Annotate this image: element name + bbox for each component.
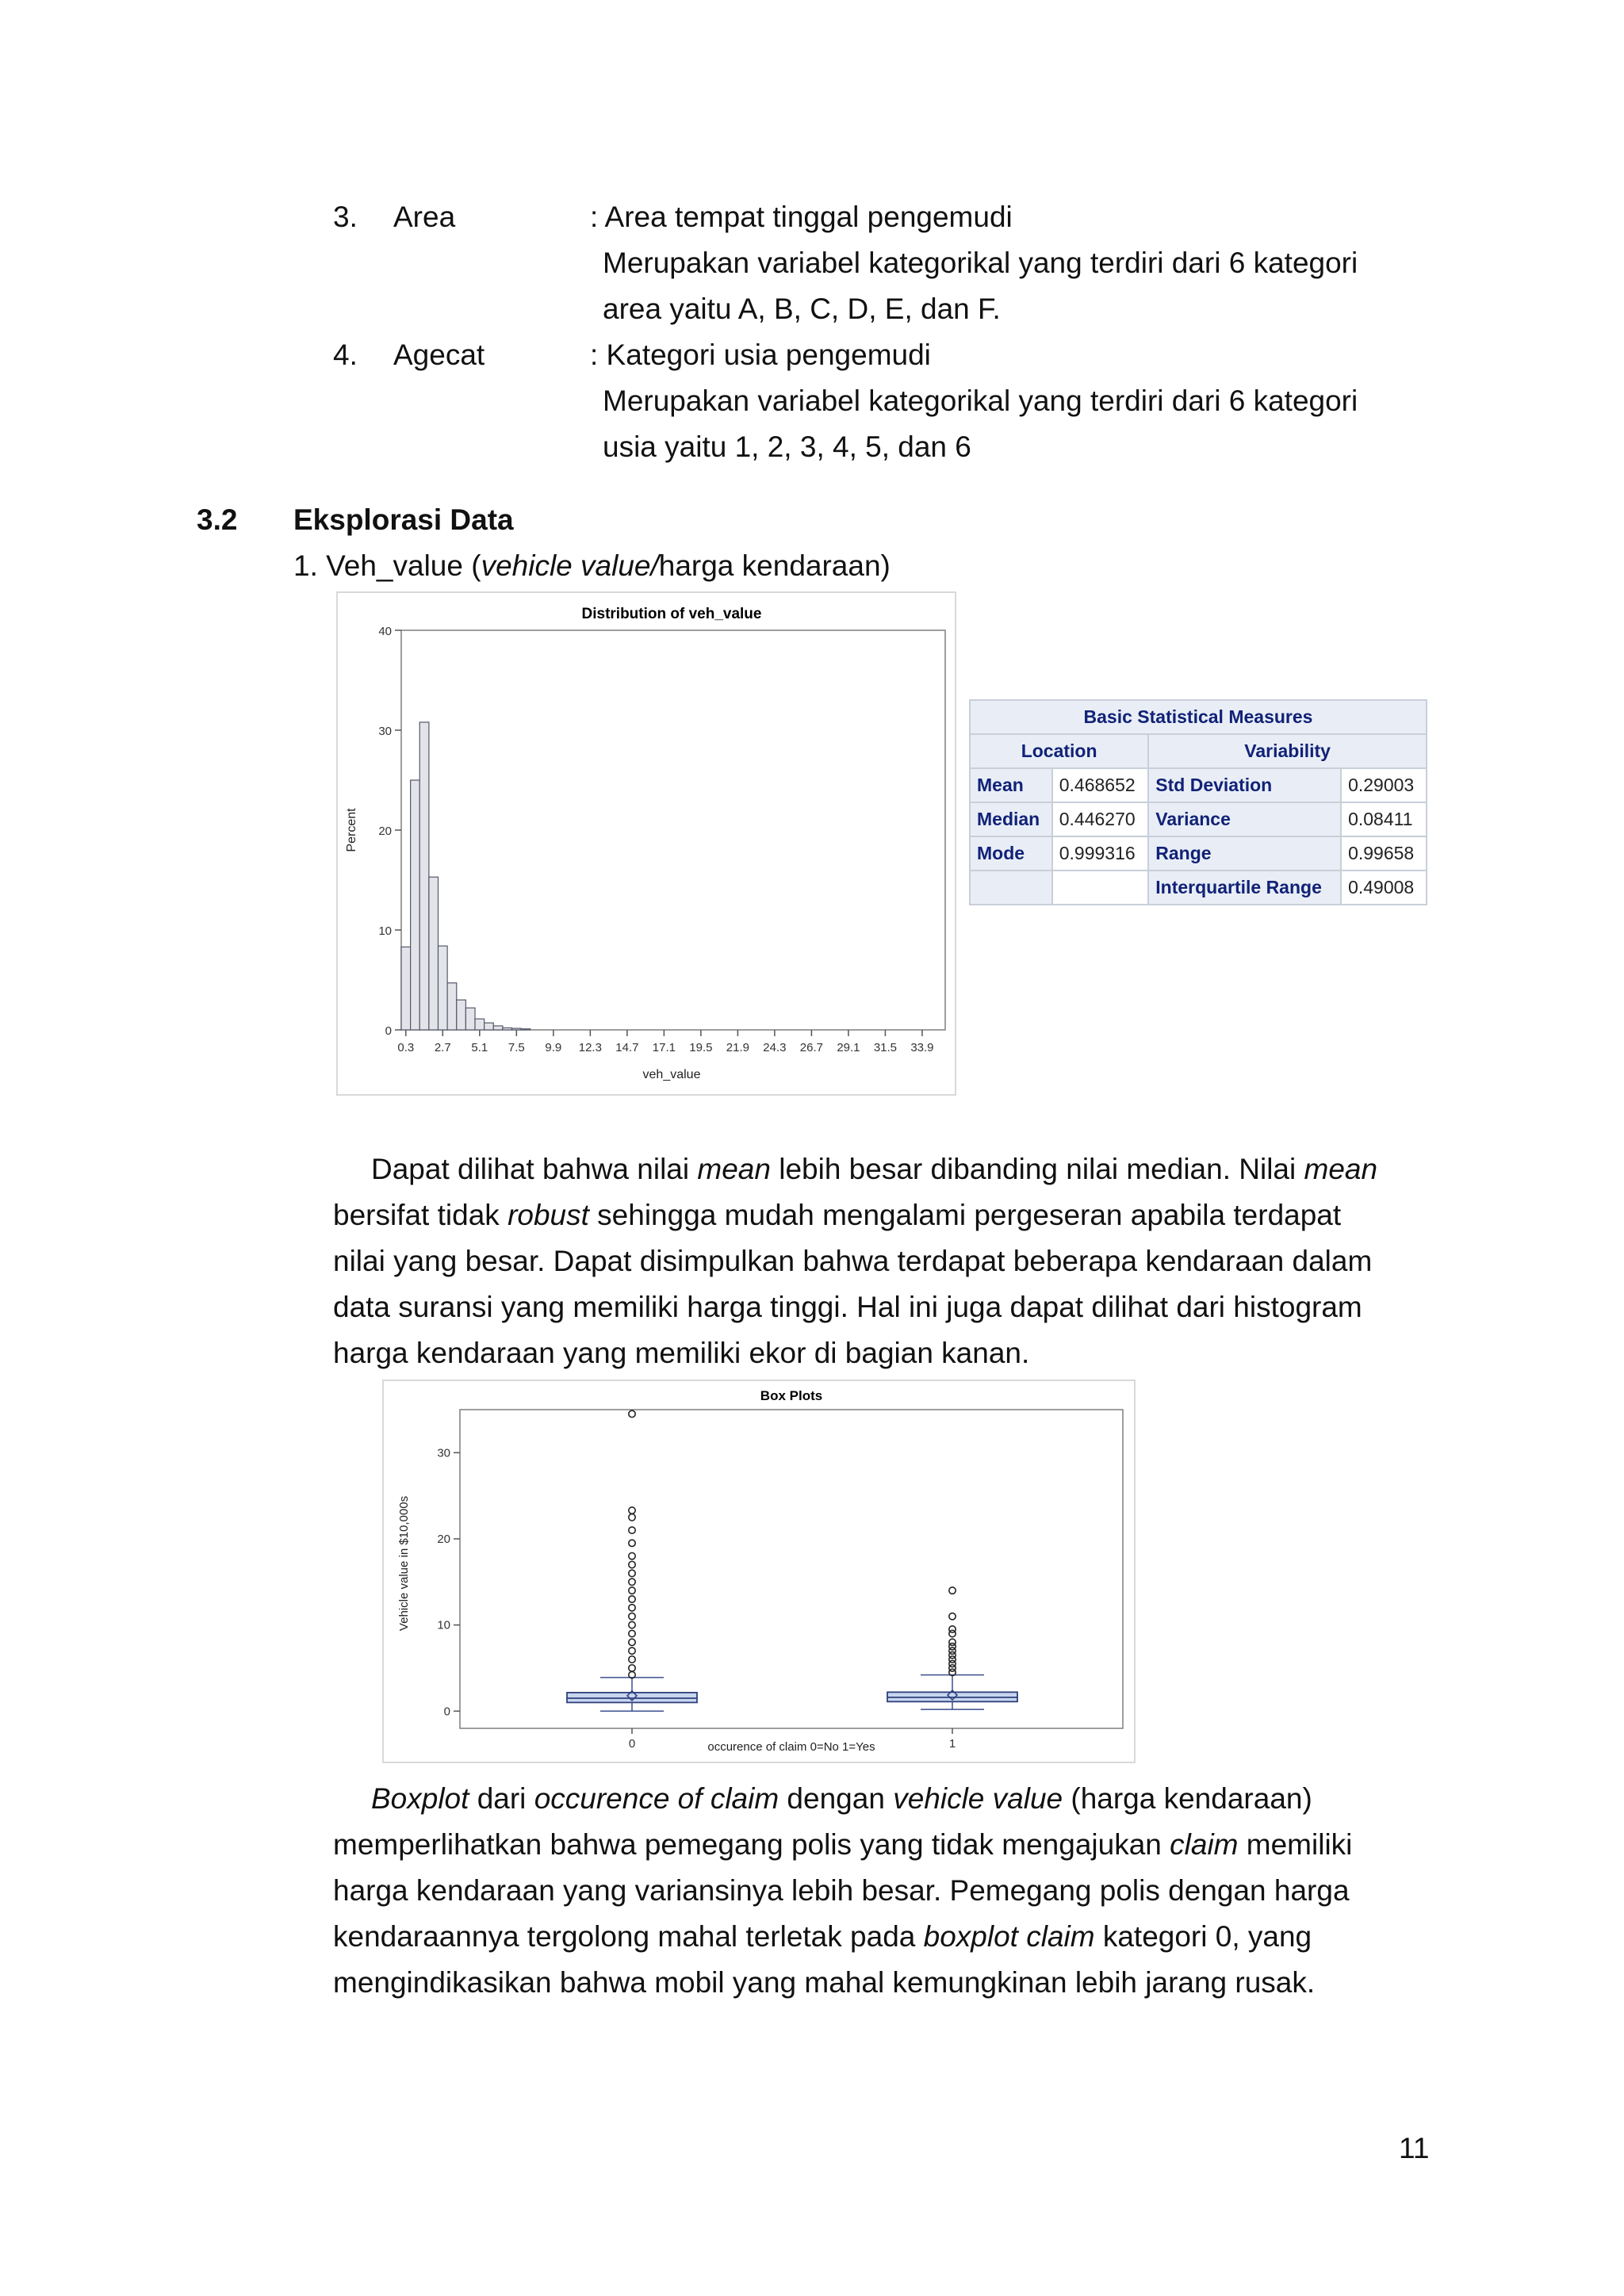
stat-label: Mean xyxy=(970,768,1052,802)
table-row xyxy=(970,768,1427,802)
text-line: nilai yang besar. Dapat disimpulkan bahwa terdapat beberapa kendaraan dalam xyxy=(333,1245,1373,1277)
text-line xyxy=(333,1146,1427,1192)
y-tick-label: 0 xyxy=(443,1705,450,1719)
variable-number: 3. xyxy=(333,201,358,233)
variable-number: 4. xyxy=(333,339,358,371)
stat-value: 0.99658 xyxy=(1341,836,1427,871)
section-number: 3.2 xyxy=(197,503,238,536)
variable-name: Agecat xyxy=(393,339,485,371)
text-span: sehingga mudah mengalami pergeseran apabila terdapat xyxy=(588,1199,1342,1231)
histogram-chart xyxy=(338,593,955,1094)
histogram-bar xyxy=(485,1023,494,1030)
text-span: lebih besar dibanding nilai median. Nilai xyxy=(770,1153,1304,1185)
stat-label: Median xyxy=(970,802,1052,836)
histogram-bar xyxy=(457,1000,466,1030)
x-tick-label: 24.3 xyxy=(763,1041,787,1054)
stat-label: Mode xyxy=(970,836,1052,871)
histogram-bar xyxy=(521,1029,530,1030)
x-tick-label: 21.9 xyxy=(726,1041,749,1054)
x-tick-label: 0 xyxy=(628,1737,636,1751)
variable-description: Merupakan variabel kategorikal yang terdiri dari 6 kategori xyxy=(603,247,1358,279)
stat-value: 0.468652 xyxy=(1052,768,1149,802)
histogram-bar xyxy=(465,1008,475,1030)
y-tick-label: 20 xyxy=(437,1532,450,1546)
text-span: occurence of claim xyxy=(534,1782,779,1815)
variable-description: usia yaitu 1, 2, 3, 4, 5, dan 6 xyxy=(603,430,971,463)
text-span: Dapat dilihat bahwa nilai xyxy=(371,1153,698,1185)
x-tick-label: 12.3 xyxy=(578,1041,602,1054)
variable-description: : Kategori usia pengemudi xyxy=(590,339,931,371)
stat-label: Interquartile Range xyxy=(1148,871,1341,905)
histogram-bar xyxy=(447,983,457,1030)
column-header-location: Location xyxy=(970,734,1148,768)
paragraph-mean-analysis xyxy=(333,1146,1427,1376)
x-tick-label: 29.1 xyxy=(837,1041,860,1054)
stat-value xyxy=(1052,871,1149,905)
text-line: mengindikasikan bahwa mobil yang mahal kemungkinan lebih jarang rusak. xyxy=(333,1966,1316,1999)
x-axis-label: veh_value xyxy=(642,1068,701,1081)
text-span: bersifat tidak xyxy=(333,1199,508,1231)
x-tick-label: 26.7 xyxy=(799,1041,824,1054)
text-span: boxplot claim xyxy=(923,1920,1095,1953)
page-number: 11 xyxy=(1399,2132,1430,2164)
text-line xyxy=(333,1192,1427,1238)
x-tick-label: 9.9 xyxy=(545,1041,562,1054)
histogram-bar xyxy=(512,1028,522,1030)
stat-value: 0.08411 xyxy=(1341,802,1427,836)
subsection-italic: vehicle value/ xyxy=(481,549,659,582)
stat-value: 0.999316 xyxy=(1052,836,1149,871)
paragraph-boxplot-analysis xyxy=(333,1776,1427,2006)
stat-label: Std Deviation xyxy=(1148,768,1341,802)
table-title: Basic Statistical Measures xyxy=(970,700,1427,734)
x-tick-label: 17.1 xyxy=(652,1041,676,1054)
x-tick-label: 31.5 xyxy=(873,1041,898,1054)
text-span: Boxplot xyxy=(371,1782,469,1815)
y-tick-label: 10 xyxy=(437,1618,450,1632)
y-tick-label: 0 xyxy=(385,1024,392,1038)
subsection-prefix: 1. Veh_value ( xyxy=(293,549,481,582)
text-span: robust xyxy=(508,1199,589,1231)
y-tick-label: 30 xyxy=(437,1446,450,1460)
text-line: harga kendaraan yang memiliki ekor di bagian kanan. xyxy=(333,1337,1030,1369)
text-span: kendaraannya tergolong mahal terletak pada xyxy=(333,1920,924,1953)
y-tick-label: 30 xyxy=(378,725,392,738)
text-span: memiliki xyxy=(1238,1828,1353,1861)
histogram-bar xyxy=(401,947,411,1030)
variable-description: Merupakan variabel kategorikal yang terdiri dari 6 kategori xyxy=(603,385,1358,417)
stat-value: 0.446270 xyxy=(1052,802,1149,836)
y-tick-label: 40 xyxy=(378,625,392,638)
table-row xyxy=(970,836,1427,871)
text-span: (harga kendaraan) xyxy=(1063,1782,1312,1815)
basic-statistics-table xyxy=(969,699,1427,905)
x-tick-label: 2.7 xyxy=(434,1041,451,1054)
subsection-suffix: harga kendaraan) xyxy=(658,549,891,582)
x-tick-label: 1 xyxy=(948,1737,956,1751)
stat-label: Variance xyxy=(1148,802,1341,836)
x-tick-label: 7.5 xyxy=(508,1041,525,1054)
plot-area xyxy=(460,1410,1123,1728)
histogram-bar xyxy=(439,946,448,1030)
x-tick-label: 0.3 xyxy=(397,1041,415,1054)
histogram-bar xyxy=(411,780,420,1030)
histogram-bar xyxy=(493,1026,503,1030)
y-axis-label: Vehicle value in $10,000s xyxy=(397,1495,411,1632)
x-tick-label: 19.5 xyxy=(689,1041,713,1054)
histogram-bar xyxy=(419,722,429,1030)
histogram-bar xyxy=(475,1019,485,1030)
text-line: harga kendaraan yang variansinya lebih besar. Pemegang polis dengan harga xyxy=(333,1874,1350,1907)
histogram-bar xyxy=(429,877,439,1030)
variable-description: : Area tempat tinggal pengemudi xyxy=(590,201,1013,233)
x-axis-label: occurence of claim 0=No 1=Yes xyxy=(707,1740,875,1754)
boxplot-chart xyxy=(384,1381,1134,1762)
text-span: vehicle value xyxy=(893,1782,1063,1815)
x-tick-label: 5.1 xyxy=(471,1041,488,1054)
text-span: claim xyxy=(1170,1828,1239,1861)
x-tick-label: 33.9 xyxy=(910,1041,934,1054)
histogram-figure xyxy=(336,591,956,1096)
chart-title: Box Plots xyxy=(760,1388,823,1403)
text-span: dengan xyxy=(779,1782,894,1815)
text-line: data suransi yang memiliki harga tinggi. Hal ini juga dapat dilihat dari histogram xyxy=(333,1291,1362,1323)
table-row xyxy=(970,802,1427,836)
table-row xyxy=(970,871,1427,905)
stat-label: Range xyxy=(1148,836,1341,871)
text-span: kategori 0, yang xyxy=(1094,1920,1312,1953)
histogram-bar xyxy=(503,1027,512,1030)
text-span: mean xyxy=(1304,1153,1378,1185)
text-span: memperlihatkan bahwa pemegang polis yang tidak mengajukan xyxy=(333,1828,1170,1861)
variable-name: Area xyxy=(393,201,456,233)
text-span: dari xyxy=(469,1782,534,1815)
column-header-variability: Variability xyxy=(1148,734,1427,768)
text-line xyxy=(333,1822,1427,1868)
boxplot-figure xyxy=(382,1380,1136,1763)
chart-title: Distribution of veh_value xyxy=(581,606,762,622)
subsection-heading xyxy=(293,549,891,584)
y-tick-label: 10 xyxy=(378,924,392,938)
y-tick-label: 20 xyxy=(378,825,392,838)
section-title: Eksplorasi Data xyxy=(293,503,514,536)
text-span: mean xyxy=(697,1153,771,1185)
stat-value: 0.29003 xyxy=(1341,768,1427,802)
variable-description: area yaitu A, B, C, D, E, dan F. xyxy=(603,293,1001,325)
text-line xyxy=(333,1776,1427,1822)
stat-label xyxy=(970,871,1052,905)
x-tick-label: 14.7 xyxy=(615,1041,639,1054)
plot-area xyxy=(401,630,945,1030)
y-axis-label: Percent xyxy=(345,808,358,852)
text-line xyxy=(333,1914,1427,1960)
stat-value: 0.49008 xyxy=(1341,871,1427,905)
